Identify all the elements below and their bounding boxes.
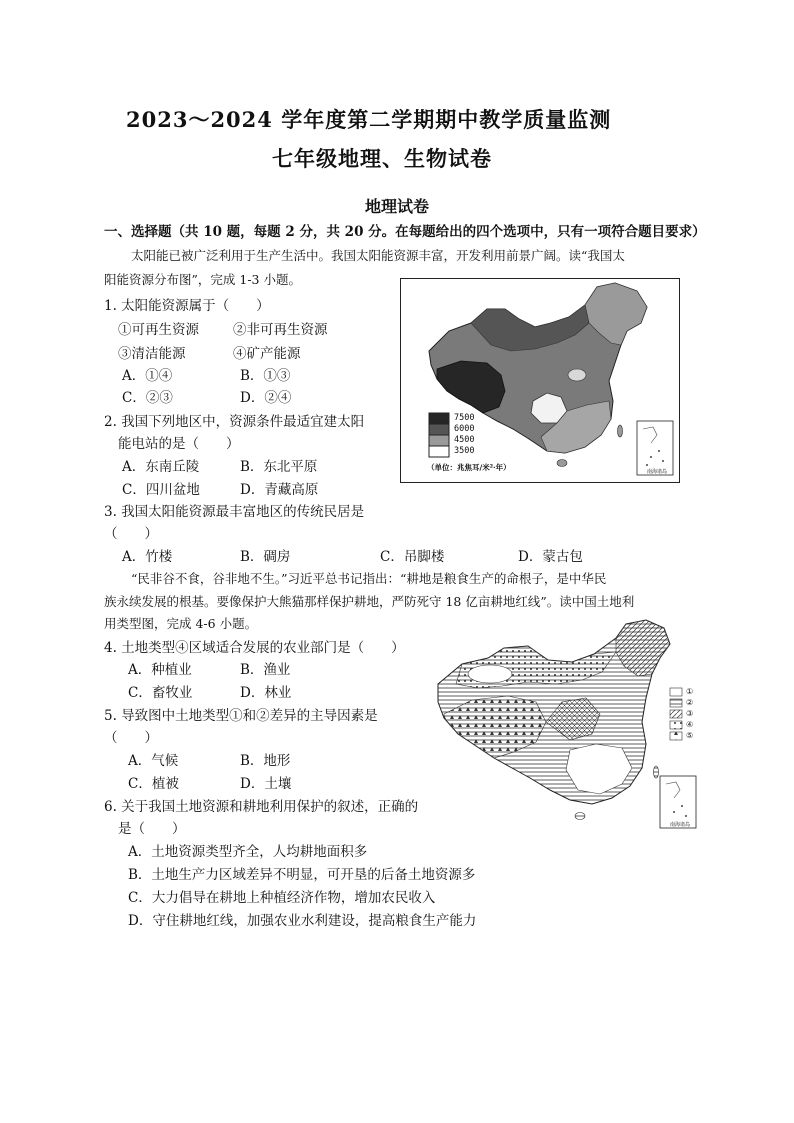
landuse-legend-label: ③: [686, 709, 694, 718]
inset-label: 南海诸岛: [670, 822, 691, 828]
intro-line: “民非谷不食，谷非地不生。”习近平总书记指出：“耕地是粮食生产的命根子，是中华民: [131, 571, 607, 586]
landuse-legend-label: ⑤: [686, 731, 694, 740]
q2-option-a[interactable]: A．东南丘陵: [122, 459, 200, 475]
q5-option-d[interactable]: D．土壤: [240, 776, 292, 792]
question-5-stem: （ ）: [104, 730, 158, 746]
solar-legend-label: 7500: [454, 413, 475, 423]
question-3-stem: 3. 我国太阳能资源最丰富地区的传统民居是: [104, 504, 365, 520]
question-6-stem: 6. 关于我国土地资源和耕地利用保护的叙述，正确的: [104, 799, 419, 815]
q5-option-c[interactable]: C．植被: [128, 776, 179, 792]
solar-legend-unit: （单位：兆焦耳/米²·年）: [427, 463, 511, 472]
intro-line: 用类型图，完成 4-6 小题。: [104, 616, 258, 631]
q2-option-c[interactable]: C．四川盆地: [122, 482, 200, 498]
q6-option-b[interactable]: B．土地生产力区域差异不明显，可开垦的后备土地资源多: [128, 867, 476, 883]
solar-legend-label: 3500: [454, 446, 475, 456]
section-heading: 一、选择题（共 10 题，每题 2 分，共 20 分。在每题给出的四个选项中，只有一项符合题目要求）: [104, 224, 706, 240]
intro-line: 阳能资源分布图”，完成 1-3 小题。: [104, 272, 301, 287]
inset-label: 南海诸岛: [647, 469, 668, 475]
q5-option-a[interactable]: A．气候: [128, 753, 179, 769]
q3-option-a[interactable]: A．竹楼: [122, 549, 173, 565]
solar-energy-map-graphic: [401, 279, 679, 482]
intro-line: 太阳能已被广泛利用于生产生活中。我国太阳能资源丰富，开发利用前景广阔。读“我国太: [131, 248, 625, 263]
q1-statement: ④矿产能源: [233, 346, 301, 362]
q3-option-c[interactable]: C．吊脚楼: [380, 549, 445, 565]
question-6-stem: 是（ ）: [118, 821, 186, 837]
q1-option-b[interactable]: B．①③: [240, 368, 291, 384]
solar-legend-label: 4500: [454, 435, 475, 445]
question-4-stem: 4. 土地类型④区域适合发展的农业部门是（ ）: [104, 640, 405, 656]
q4-option-d[interactable]: D．林业: [240, 685, 292, 701]
q4-option-c[interactable]: C．畜牧业: [128, 685, 193, 701]
q4-option-b[interactable]: B．渔业: [240, 662, 291, 678]
landuse-legend-label: ②: [686, 698, 694, 707]
q1-statement: ①可再生资源: [118, 322, 199, 338]
q5-option-b[interactable]: B．地形: [240, 753, 291, 769]
solar-energy-map: [400, 278, 680, 483]
q1-option-c[interactable]: C．②③: [122, 390, 173, 406]
q3-option-d[interactable]: D．蒙古包: [518, 549, 583, 565]
question-5-stem: 5. 导致图中土地类型①和②差异的主导因素是: [104, 708, 378, 724]
intro-line: 族永续发展的根基。要像保护大熊猫那样保护耕地，严防死守 18 亿亩耕地红线”。读中国土地利: [104, 594, 635, 609]
q1-option-d[interactable]: D．②④: [240, 390, 292, 406]
q3-option-b[interactable]: B．碉房: [240, 549, 291, 565]
q1-statement: ②非可再生资源: [233, 322, 328, 338]
q6-option-a[interactable]: A．土地资源类型齐全，人均耕地面积多: [128, 844, 368, 860]
question-2-stem: 能电站的是（ ）: [118, 436, 240, 452]
q6-option-d[interactable]: D．守住耕地红线，加强农业水利建设，提高粮食生产能力: [128, 913, 477, 929]
landuse-legend-label: ①: [686, 687, 694, 696]
question-2-stem: 2. 我国下列地区中，资源条件最适宜建太阳: [104, 414, 365, 430]
q1-statement: ③清洁能源: [118, 346, 186, 362]
q6-option-c[interactable]: C．大力倡导在耕地上种植经济作物，增加农民收入: [128, 890, 436, 906]
question-1-stem: 1. 太阳能资源属于（ ）: [104, 298, 270, 314]
section-title: 地理试卷: [365, 197, 430, 216]
q1-option-a[interactable]: A．①④: [122, 368, 173, 384]
solar-legend-label: 6000: [454, 424, 475, 434]
question-3-stem: （ ）: [104, 526, 158, 542]
land-use-map: [432, 618, 700, 830]
landuse-legend-label: ④: [686, 720, 694, 729]
land-use-map-graphic: [432, 618, 700, 830]
exam-subtitle: 七年级地理、生物试卷: [272, 146, 492, 171]
q2-option-b[interactable]: B．东北平原: [240, 459, 318, 475]
q4-option-a[interactable]: A．种植业: [128, 662, 192, 678]
q2-option-d[interactable]: D．青藏高原: [240, 482, 319, 498]
exam-title: 2023～2024 学年度第二学期期中教学质量监测: [126, 107, 612, 132]
